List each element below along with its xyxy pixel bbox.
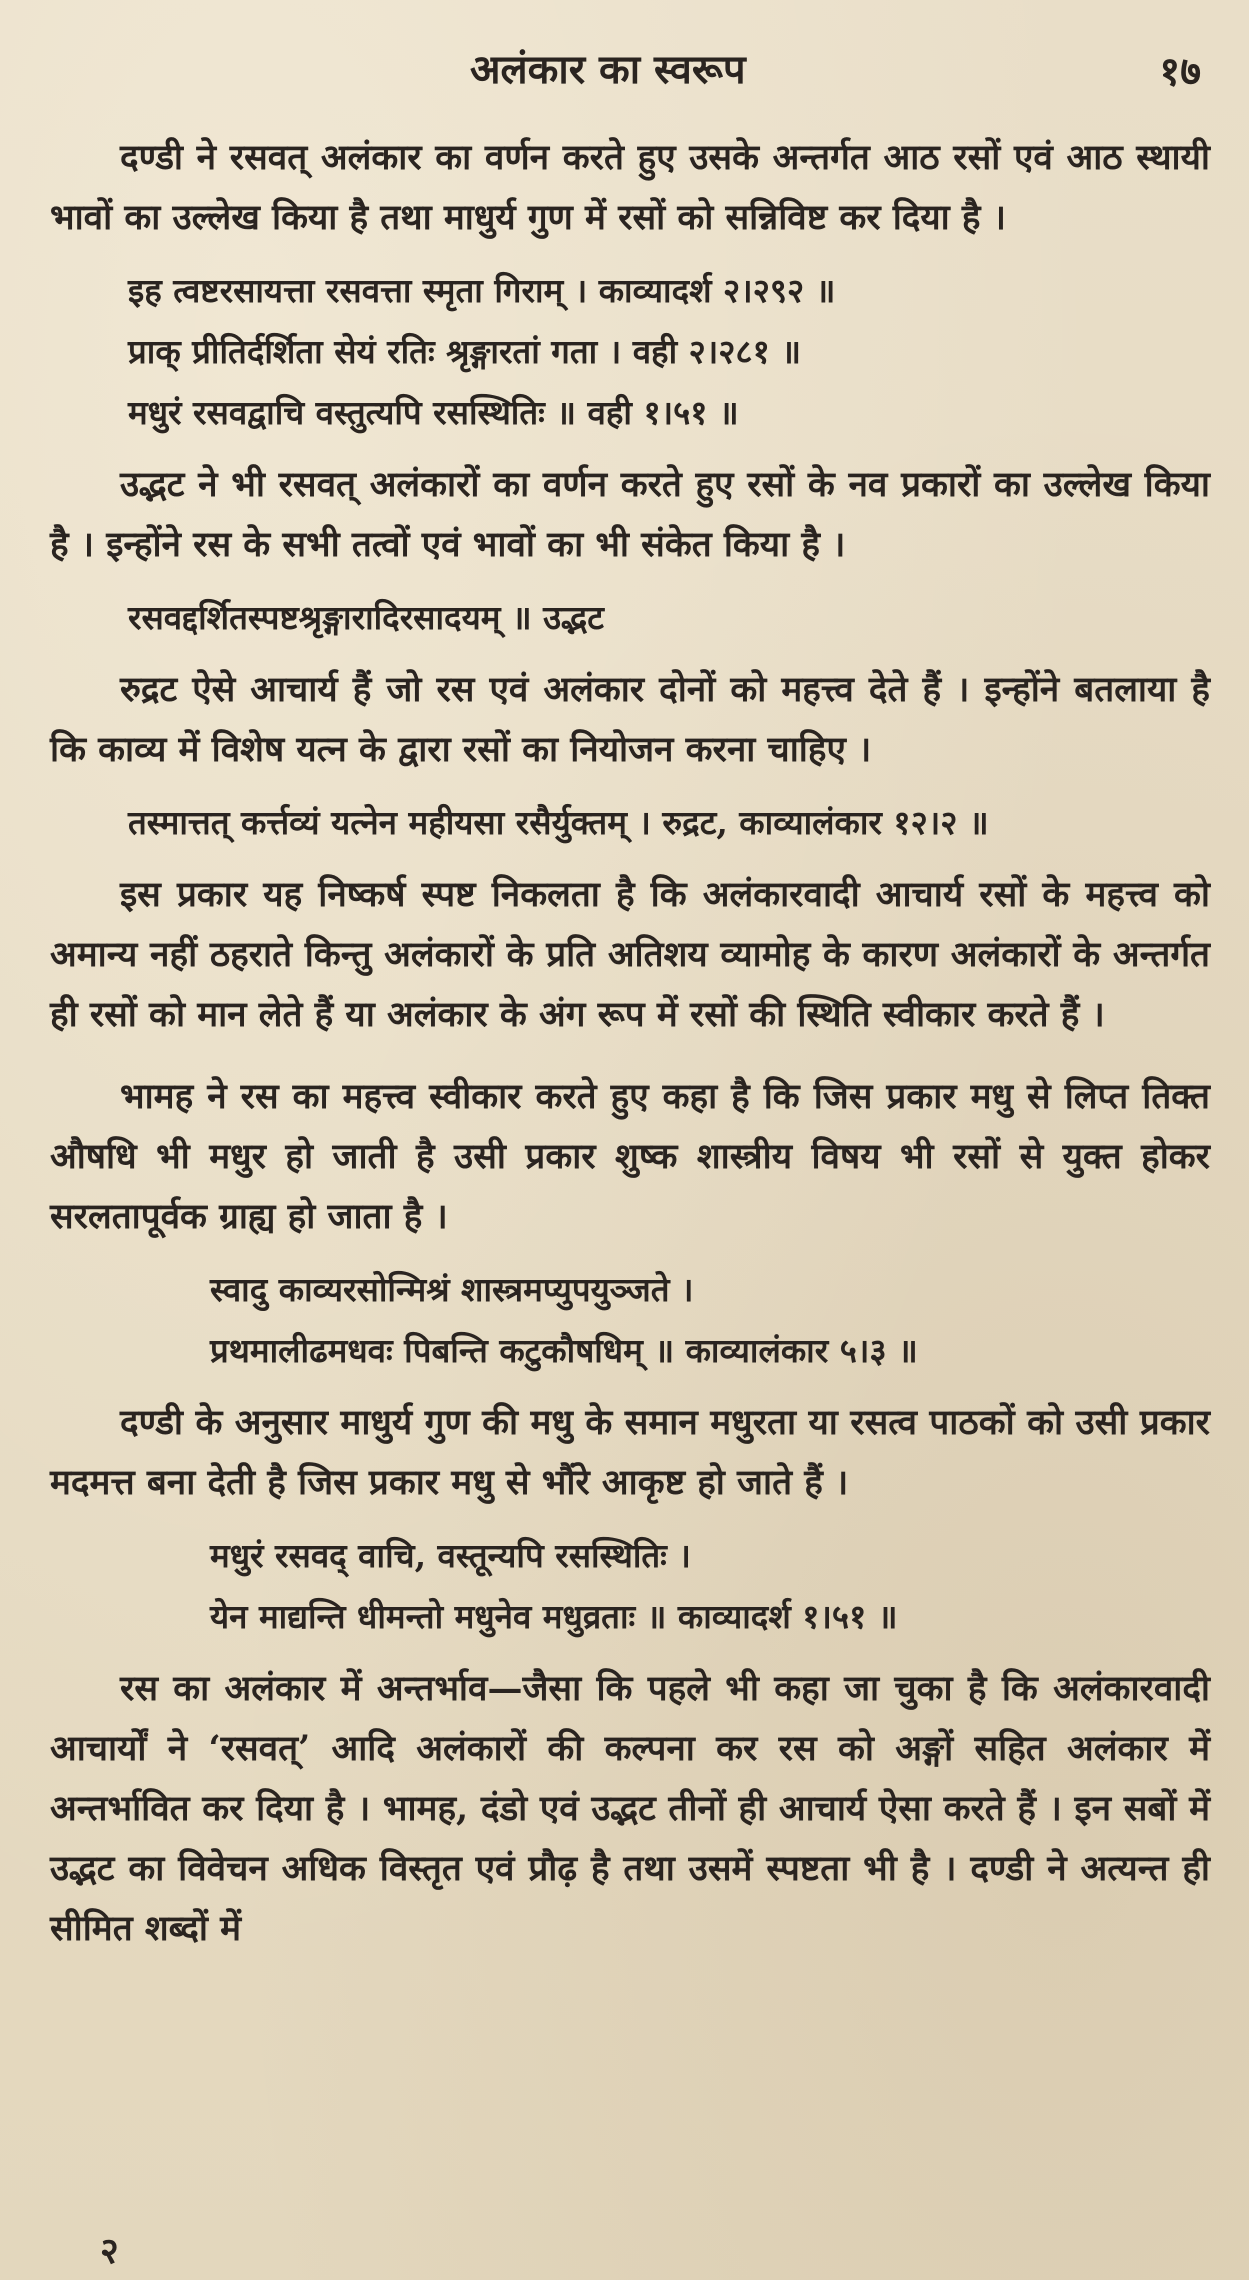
verse-rudrata-12-2: तस्मात्तत् कर्त्तव्यं यत्नेन महीयसा रसैर्युक्तम् । रुद्रट, काव्यालंकार १२।२ ॥ — [128, 803, 989, 842]
verse-vahi-2-281: प्राक् प्रीतिर्दर्शिता सेयं रतिः श्रृङ्गारतां गता । वही २।२८१ ॥ — [128, 332, 802, 371]
paragraph-bhamaha: भामह ने रस का महत्त्व स्वीकार करते हुए कहा है कि जिस प्रकार मधु से लिप्त तिक्त औषधि भी मधुर हो जाती है उसी प्रकार शुष्क शास्त्रीय विषय भी रसों से युक्त होकर सरलतापूर्वक ग्राह्य हो जाता है । — [50, 1076, 1210, 1237]
page-header — [0, 40, 1249, 100]
verse-kavyadarsha-1-51: येन माद्यन्ति धीमन्तो मधुनेव मधुव्रताः ॥ काव्यादर्श १।५१ ॥ — [210, 1597, 898, 1636]
running-title: अलंकार का स्वरूप — [470, 46, 746, 93]
paragraph-dandi-rasavat: दण्डी ने रसवत् अलंकार का वर्णन करते हुए उसके अन्तर्गत आठ रसों एवं आठ स्थायी भावों का उल्लेख किया है तथा माधुर्य गुण में रसों को सन्निविष्ट कर दिया है । — [50, 137, 1210, 238]
paragraph-dandi-madhurya: दण्डी के अनुसार माधुर्य गुण की मधु के समान मधुरता या रसत्व पाठकों को उसी प्रकार मदमत्त बना देती है जिस प्रकार मधु से भौंरे आकृष्ट हो जाते हैं । — [50, 1402, 1210, 1503]
paragraph-conclusion: इस प्रकार यह निष्कर्ष स्पष्ट निकलता है कि अलंकारवादी आचार्य रसों के महत्त्व को अमान्य नहीं ठहराते किन्तु अलंकारों के प्रति अतिशय व्यामोह के कारण अलंकारों के अन्तर्गत ही रसों को मान लेते हैं या अलंकार के अंग रूप में रसों की स्थिति स्वीकार करते हैं । — [50, 874, 1210, 1035]
paragraph-antarbhava: रस का अलंकार में अन्तर्भाव—जैसा कि पहले भी कहा जा चुका है कि अलंकारवादी आचार्यों ने ‘रसवत्’ आदि अलंकारों की कल्पना कर रस को अङ्गों सहित अलंकार में अन्तर्भावित कर दिया है । भामह, दंडो एवं उद्भट तीनों ही आचार्य ऐसा करते हैं । इन सबों में उद्भट का विवेचन अधिक विस्तृत एवं प्रौढ़ है तथा उसमें स्पष्टता भी है । दण्डी ने अत्यन्त ही सीमित शब्दों में — [50, 1668, 1210, 1949]
verse-madhuram-rasavad: मधुरं रसवद् वाचि, वस्तून्यपि रसस्थितिः । — [210, 1536, 691, 1575]
verse-kavyalankara-5-3: प्रथमालीढमधवः पिबन्ति कटुकौषधिम् ॥ काव्यालंकार ५।३ ॥ — [210, 1331, 918, 1370]
signature-mark: २ — [100, 2230, 119, 2272]
page-number: १७ — [1159, 48, 1201, 95]
paragraph-udbhata: उद्भट ने भी रसवत् अलंकारों का वर्णन करते हुए रसों के नव प्रकारों का उल्लेख किया है । इन्होंने रस के सभी तत्वों एवं भावों का भी संकेत किया है । — [50, 464, 1210, 565]
verse-vahi-1-51: मधुरं रसवद्वाचि वस्तुत्यपि रसस्थितिः ॥ वही १।५१ ॥ — [128, 393, 739, 432]
verse-kavyadarsha-2-292: इह त्वष्टरसायत्ता रसवत्ता स्मृता गिराम् । काव्यादर्श २।२९२ ॥ — [128, 271, 836, 310]
paragraph-rudrata: रुद्रट ऐसे आचार्य हैं जो रस एवं अलंकार दोनों को महत्त्व देते हैं । इन्होंने बतलाया है कि काव्य में विशेष यत्न के द्वारा रसों का नियोजन करना चाहिए । — [50, 669, 1210, 770]
verse-svadu-kavya: स्वादु काव्यरसोन्मिश्रं शास्त्रमप्युपयुञ्जते । — [210, 1270, 694, 1309]
verse-udbhata: रसवद्दर्शितस्पष्टश्रृङ्गारादिरसादयम् ॥ उद्भट — [128, 598, 604, 637]
page-body — [50, 128, 1210, 1959]
